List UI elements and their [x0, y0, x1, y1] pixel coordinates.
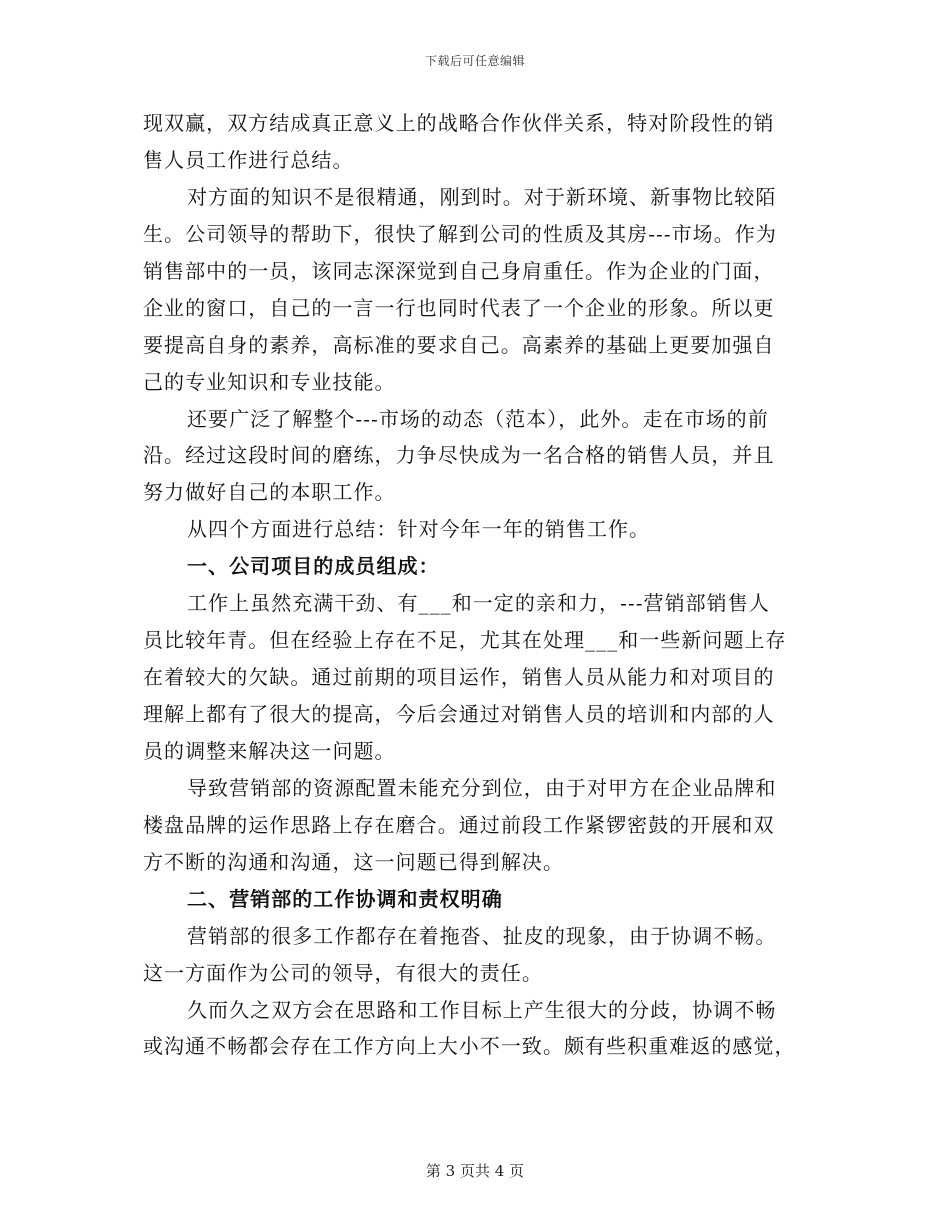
section-heading: 二、营销部的工作协调和责权明确	[187, 886, 503, 911]
text-line: 售人员工作进行总结。	[143, 147, 354, 172]
text-line: 久而久之双方会在思路和工作目标上产生很大的分歧，协调不畅	[187, 997, 777, 1022]
text-line: 要提高自身的素养，高标准的要求自己。高素养的基础上更要加强自	[143, 332, 775, 357]
page-header: 下载后可任意编辑	[424, 54, 525, 68]
text-line: 生。公司领导的帮助下，很快了解到公司的性质及其房---市场。作为	[143, 221, 777, 246]
text-line: 这一方面作为公司的领导，有很大的责任。	[143, 960, 543, 985]
text-line: 沿。经过这段时间的磨练，力争尽快成为一名合格的销售人员，并且	[143, 443, 775, 468]
text-line: 理解上都有了很大的提高，今后会通过对销售人员的培训和内部的人	[143, 702, 775, 726]
text-line: 工作上虽然充满干劲、有___和一定的亲和力，---营销部销售人	[187, 591, 770, 616]
text-line: 导致营销部的资源配置未能充分到位，由于对甲方在企业品牌和	[187, 775, 777, 800]
text-line: 或沟通不畅都会存在工作方向上大小不一致。颇有些积重难返的感觉，	[143, 1034, 796, 1059]
section-heading: 一、公司项目的成员组成：	[187, 554, 440, 579]
text-line: 方不断的沟通和沟通，这一问题已得到解决。	[143, 849, 564, 874]
text-line: 还要广泛了解整个---市场的动态（范本），此外。走在市场的前	[187, 406, 769, 431]
text-line: 企业的窗口，自己的一言一行也同时代表了一个企业的形象。所以更	[143, 295, 775, 320]
text-line: 在着较大的欠缺。通过前期的项目运作，销售人员从能力和对项目的	[143, 665, 775, 690]
text-line: 对方面的知识不是很精通，刚到时。对于新环境、新事物比较陌	[187, 184, 777, 209]
text-line: 现双赢，双方结成真正意义上的战略合作伙伴关系，特对阶段性的销	[143, 111, 775, 135]
text-line: 己的专业知识和专业技能。	[143, 369, 396, 394]
text-line: 员的调整来解决这一问题。	[143, 738, 396, 763]
text-line: 员比较年青。但在经验上存在不足，尤其在处理___和一些新问题上存	[143, 628, 787, 653]
text-line: 从四个方面进行总结：针对今年一年的销售工作。	[187, 517, 651, 542]
text-line: 销售部中的一员，该同志深深觉到自己身肩重任。作为企业的门面，	[143, 258, 775, 283]
page-footer: 第 3 页共 4 页	[425, 1162, 525, 1180]
text-line: 营销部的很多工作都存在着拖沓、扯皮的现象，由于协调不畅。	[187, 923, 777, 948]
document-body	[143, 105, 807, 1065]
text-line: 楼盘品牌的运作思路上存在磨合。通过前段工作紧锣密鼓的开展和双	[143, 812, 775, 837]
text-line: 努力做好自己的本职工作。	[143, 480, 396, 505]
